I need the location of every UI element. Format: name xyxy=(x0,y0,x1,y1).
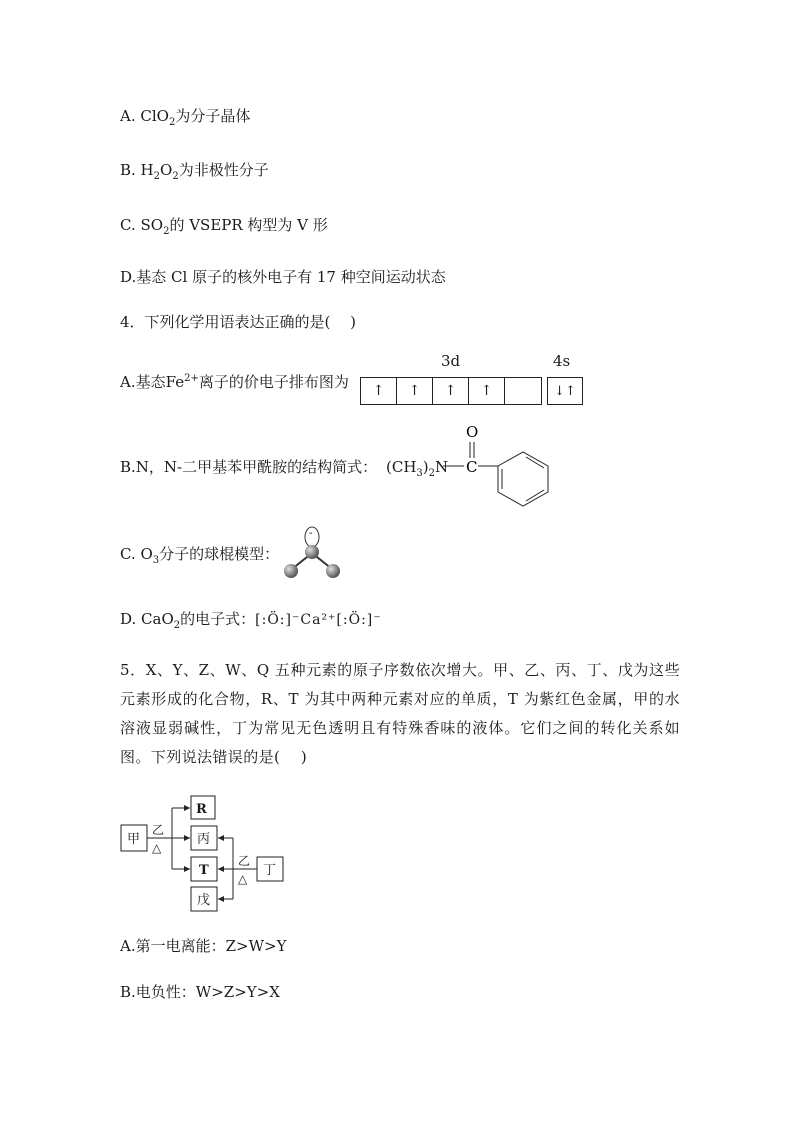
orbital-cell: ↑ xyxy=(361,378,397,404)
text: O xyxy=(160,161,173,179)
subscript: 2 xyxy=(163,226,170,237)
subscript: 2 xyxy=(168,117,176,128)
condition-yi-left: 乙 xyxy=(152,823,165,837)
node-ding: 丁 xyxy=(263,863,277,878)
text: D. CaO xyxy=(120,610,174,628)
q4-option-b: B.N，N-二甲基苯甲酰胺的结构简式： xyxy=(120,458,378,476)
subscript: 2 xyxy=(172,171,179,182)
node-t: T xyxy=(199,863,209,878)
subscript: 3 xyxy=(416,468,423,479)
text: 为非极性分子 xyxy=(178,161,269,179)
text: A.基态 xyxy=(120,373,166,391)
q5-option-b: B.电负性：W>Z>Y>X xyxy=(120,983,280,1001)
orbital-cell: ↑ xyxy=(469,378,505,404)
text: N xyxy=(435,458,449,476)
condition-yi-right: 乙 xyxy=(238,854,251,868)
text: (CH xyxy=(386,458,417,476)
text: 的电子式： xyxy=(180,610,256,628)
subscript: 2 xyxy=(173,620,181,631)
text: B. H xyxy=(120,161,154,179)
node-bing: 丙 xyxy=(197,832,211,847)
text: C. SO xyxy=(120,216,164,234)
text: A. ClO xyxy=(120,107,169,125)
label-3d: 3d xyxy=(441,352,461,370)
subscript: 2 xyxy=(153,171,161,182)
subscript: 2 xyxy=(428,468,436,479)
orbital-cell: ↓↑ xyxy=(554,383,576,399)
text: 离子的价电子排布图为 xyxy=(198,373,349,391)
text: ) xyxy=(422,458,429,476)
orbital-cell: ↑ xyxy=(397,378,433,404)
lone-pair-minus: - xyxy=(309,528,313,539)
text: C. O xyxy=(120,545,153,563)
ion: Fe xyxy=(165,373,185,391)
q5-option-a: A.第一电离能：Z>W>Y xyxy=(120,937,287,955)
condition-heat-left: △ xyxy=(152,841,162,855)
node-jia: 甲 xyxy=(127,832,141,847)
oxygen-atom: O xyxy=(466,423,479,441)
text: 分子的球棍模型： xyxy=(159,545,280,563)
node-r: R xyxy=(196,802,207,817)
carbon-atom: C xyxy=(466,458,478,476)
label-4s: 4s xyxy=(553,352,571,370)
q4-stem: 4．下列化学用语表达正确的是( ) xyxy=(120,313,357,331)
superscript: 2+ xyxy=(184,373,199,384)
text: 的 VSEPR 构型为 V 形 xyxy=(169,216,328,234)
electron-formula: [:Ö:]⁻Ca²⁺[:Ö:]⁻ xyxy=(255,612,382,628)
subscript: 3 xyxy=(152,555,160,566)
orbital-cell: ↑ xyxy=(433,378,469,404)
node-wu: 戊 xyxy=(197,893,211,908)
text: 为分子晶体 xyxy=(175,107,251,125)
condition-heat-right: △ xyxy=(238,872,248,886)
q3-option-d: D.基态 Cl 原子的核外电子有 17 种空间运动状态 xyxy=(120,268,446,286)
q5-stem: 5．X、Y、Z、W、Q 五种元素的原子序数依次增大。甲、乙、丙、丁、戊为这些元素形成的化合物，R、T 为其中两种元素对应的单质，T 为紫红色金属，甲的水溶液显弱碱性，丁为常见无色透明且有特殊香味的液体。它们之间的转化关系如图。下列说法错误的是( ) xyxy=(120,661,680,766)
